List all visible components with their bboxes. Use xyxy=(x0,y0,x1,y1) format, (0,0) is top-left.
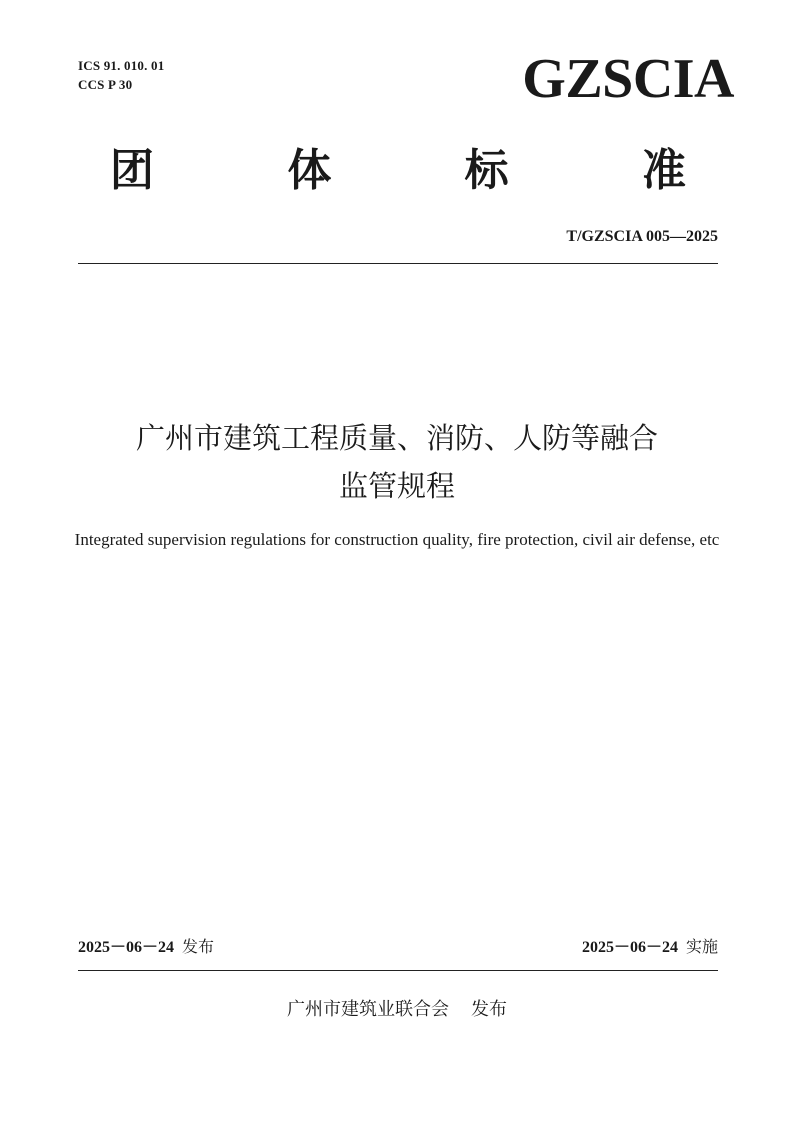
publisher-action: 发布 xyxy=(471,999,507,1020)
ccs-code: CCS P 30 xyxy=(78,77,133,92)
publisher-name: 广州市建筑业联合会 xyxy=(287,999,449,1020)
ics-code: ICS 91. 010. 01 xyxy=(78,58,165,73)
bottom-divider xyxy=(78,970,718,971)
issue-label: 发布 xyxy=(182,937,215,956)
issue-date: 2025－06－24 xyxy=(78,939,175,956)
issue-date-line xyxy=(78,935,214,960)
effective-date: 2025－06－24 xyxy=(581,939,678,956)
effective-date-line xyxy=(582,935,718,960)
effective-label: 实施 xyxy=(685,937,718,956)
top-divider xyxy=(78,263,718,264)
doc-type-char: 准 xyxy=(641,145,686,196)
title-cn-line-1: 广州市建筑工程质量、消防、人防等融合 xyxy=(135,421,658,455)
publisher-line xyxy=(0,996,794,1024)
brand-logo: GZSCIA xyxy=(522,48,734,110)
doc-type-char: 团 xyxy=(110,145,154,196)
doc-type-heading xyxy=(78,138,718,204)
title-chinese xyxy=(40,414,754,510)
standard-number: T/GZSCIA 005—2025 xyxy=(566,228,718,245)
doc-type-char: 体 xyxy=(287,145,332,196)
title-english: Integrated supervision regulations for construction quality, fire protection, civil air defense, etc xyxy=(74,530,720,549)
classification-codes xyxy=(78,56,164,94)
title-cn-line-2: 监管规程 xyxy=(338,469,455,503)
doc-type-char: 标 xyxy=(464,145,509,196)
